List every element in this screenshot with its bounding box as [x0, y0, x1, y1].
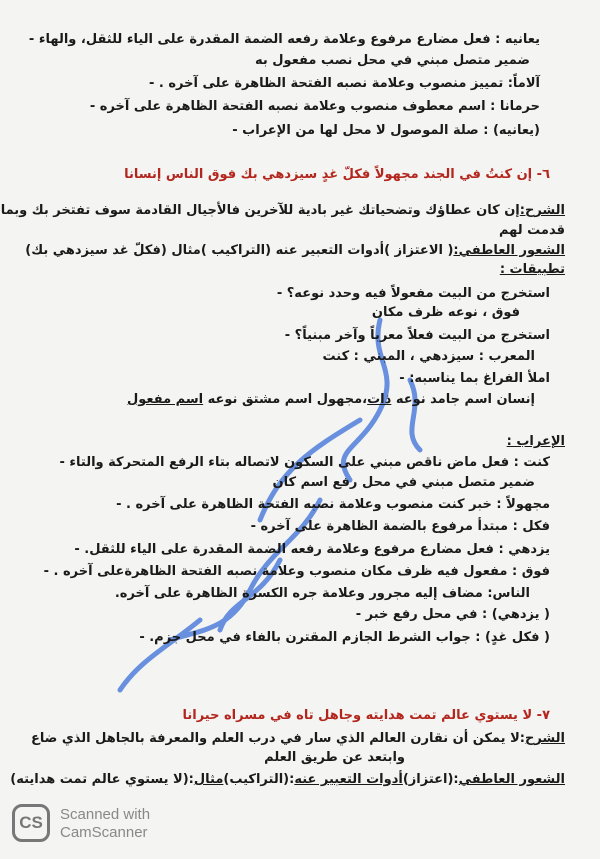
caption-line: CamScanner [60, 824, 148, 841]
text-span: اسم مفعول [126, 392, 204, 407]
text-line: ضمير متصل مبني في محل نصب مفعول به [254, 53, 530, 68]
text-line [31, 731, 565, 747]
verse-heading: ٧- لا يستوي عالم تمت هدايته وجاهل تاه في مسراه حيرانا [182, 708, 550, 723]
text-line: استخرج من البيت مفعولاً فيه وحدد نوعه؟ - [277, 286, 550, 302]
camscanner-caption [60, 806, 150, 842]
text-line: مجهولاً : خبر كنت منصوب وعلامة نصبه الفتحة الظاهرة على آخره . - [116, 497, 550, 513]
camscanner-logo: CS [12, 804, 50, 842]
text-span: ذات [367, 392, 392, 407]
section-heading: الإعراب : [506, 434, 565, 449]
text-line: فوق : مفعول فيه ظرف مكان منصوب وعلامة نصبه الفتحة الظاهرةعلى آخره . - [44, 564, 550, 580]
text-span: إن كان عطاؤك وتضحياتك غير بادية للآخرين فالأجيال القادمة سوف تفتخر بك وبما [0, 203, 520, 218]
text-line: المعرب : سيزدهي ، المبني : كنت [322, 349, 535, 364]
text-line [25, 243, 565, 259]
text-span: إنسان اسم جامد نوعه [391, 392, 535, 407]
section-heading: تطبيقات : [499, 262, 565, 277]
text-span: :(التراكيب) [223, 772, 295, 787]
text-line: يزدهي : فعل مضارع مرفوع وعلامة رفعه الضمة المقدرة على الياء للثقل. - [74, 542, 550, 558]
text-line: استخرج من البيت فعلاً معرباً وآخر مبنياً؟ - [285, 328, 550, 344]
text-span: :لا يمكن أن نقارن العالم الذي سار في درب العلم والمعرفة بالجاهل الذي ضاع [30, 731, 525, 746]
section-label: الشعور العاطفي: [453, 243, 565, 258]
section-label: الشرح [524, 731, 565, 746]
text-line: ( يزدهي) : في محل رفع خبر - [356, 607, 550, 623]
text-line: املأ الفراغ بما يناسبه: - [399, 371, 550, 387]
caption-line: Scanned with [60, 806, 151, 823]
section-label: الشعور العاطفي [458, 772, 565, 787]
text-span: أدوات التعبير عنه [294, 772, 403, 787]
text-line: حرمانا : اسم معطوف منصوب وعلامة نصبه الفتحة الظاهرة على آخره - [90, 99, 540, 115]
text-line: (يعانيه) : صلة الموصول لا محل لها من الإعراب - [232, 123, 540, 139]
text-line: فوق ، نوعه ظرف مكان [371, 305, 520, 320]
text-line: فكل : مبتدأ مرفوع بالضمة الظاهرة على آخره - [251, 519, 550, 535]
text-line [1, 203, 565, 219]
text-line: كنت : فعل ماض ناقص مبني على السكون لاتصاله بتاء الرفع المتحركة والتاء - [59, 455, 550, 471]
section-label: الشرح: [519, 203, 565, 218]
text-line: وابتعد عن طريق العلم [264, 750, 405, 765]
text-line [10, 772, 565, 788]
text-line: ضمير متصل مبني في محل رفع اسم كان [272, 475, 535, 490]
text-line: ( فكل غدٍ) : جواب الشرط الجازم المقترن بالفاء في محل جزم. - [139, 630, 550, 646]
text-line [127, 392, 535, 408]
text-span: :(لا يستوي عالم تمت هدايته) [10, 772, 194, 787]
text-line: قدمت لهم [498, 223, 565, 238]
text-line: الناس: مضاف إليه مجرور وعلامة جره الكسرة الظاهرة على آخره. [114, 586, 530, 601]
text-span: ( الاعتزاز )أدوات التعبير عنه (التراكيب )مثال (فكلّ غد سيزدهي بك) [25, 243, 454, 258]
text-line: يعانيه : فعل مضارع مرفوع وعلامة رفعه الضمة المقدرة على الياء للثقل، والهاء - [29, 32, 540, 48]
text-span: :(اعتزاز) [402, 772, 459, 787]
text-span: ،مجهول اسم مشتق نوعه [203, 392, 368, 407]
text-line: آلاماً: تمييز منصوب وعلامة نصبه الفتحة الظاهرة على آخره . - [149, 76, 540, 92]
text-span: مثال [193, 772, 224, 787]
verse-heading: ٦- إن كنتُ في الجند مجهولاً فكلّ غدٍ سيزدهي بك فوق الناس إنسانا [124, 167, 550, 182]
